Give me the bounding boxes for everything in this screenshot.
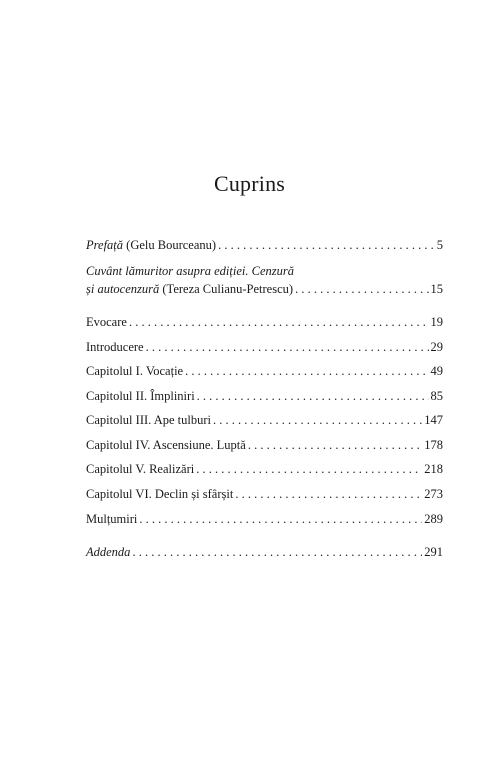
toc-page-number: 5	[436, 238, 443, 252]
toc-entry-capitolul-5[interactable]	[86, 462, 443, 480]
toc-page-number: 273	[424, 487, 443, 501]
toc-entry-multumiri[interactable]	[86, 512, 443, 530]
leader-dots	[295, 282, 428, 297]
toc-entry-title-line1: Cuvânt lămuritor asupra ediției. Cenzură	[86, 264, 294, 278]
toc-entry-title: Capitolul II. Împliniri	[86, 389, 195, 403]
toc-page-number: 19	[430, 315, 443, 329]
leader-dots	[197, 389, 429, 404]
toc-page-number: 147	[424, 413, 443, 427]
toc-entry-title: Prefață (Gelu Bourceanu)	[86, 238, 217, 252]
toc-entry-capitolul-2[interactable]	[86, 389, 443, 407]
toc-entry-title: Introducere	[86, 340, 144, 354]
toc-entry-capitolul-3[interactable]	[86, 413, 443, 431]
toc-entry-title: Evocare	[86, 315, 127, 329]
toc-entry-cuvant-lamuritor[interactable]	[86, 282, 443, 300]
toc-entry-introducere[interactable]	[86, 340, 443, 358]
toc-page-number: 291	[424, 545, 443, 559]
toc-entry-evocare[interactable]	[86, 315, 443, 333]
toc-entry-title: și autocenzură (Tereza Culianu-Petrescu)	[86, 282, 294, 296]
toc-entry-title: Capitolul IV. Ascensiune. Luptă	[86, 438, 246, 452]
leader-dots	[235, 487, 422, 502]
leader-dots	[196, 462, 422, 477]
toc-page-number: 218	[424, 462, 443, 476]
toc-page-number: 29	[430, 340, 443, 354]
toc-entry-capitolul-4[interactable]	[86, 438, 443, 456]
toc-entry-title: Capitolul VI. Declin și sfârșit	[86, 487, 234, 501]
leader-dots	[129, 315, 429, 330]
toc-entry-prefata[interactable]	[86, 238, 443, 256]
toc-entry-title: Capitolul V. Realizări	[86, 462, 195, 476]
toc-page-number: 289	[424, 512, 443, 526]
toc-page-number: 178	[424, 438, 443, 452]
leader-dots	[132, 545, 422, 560]
toc-page-number: 49	[430, 364, 443, 378]
toc-entry-capitolul-6[interactable]	[86, 487, 443, 505]
toc-entry-capitolul-1[interactable]	[86, 364, 443, 382]
toc-entry-title: Mulțumiri	[86, 512, 138, 526]
leader-dots	[139, 512, 422, 527]
leader-dots	[248, 438, 422, 453]
leader-dots	[218, 238, 435, 253]
leader-dots	[185, 364, 428, 379]
toc-entry-title: Capitolul I. Vocație	[86, 364, 184, 378]
toc-entry-addenda[interactable]	[86, 545, 443, 563]
toc-entry-title: Capitolul III. Ape tulburi	[86, 413, 211, 427]
leader-dots	[213, 413, 422, 428]
toc-page-number: 85	[430, 389, 443, 403]
leader-dots	[146, 340, 429, 355]
page-title: Cuprins	[213, 171, 286, 196]
toc-entry-title: Addenda	[86, 545, 131, 559]
toc-page-number: 15	[430, 282, 443, 296]
